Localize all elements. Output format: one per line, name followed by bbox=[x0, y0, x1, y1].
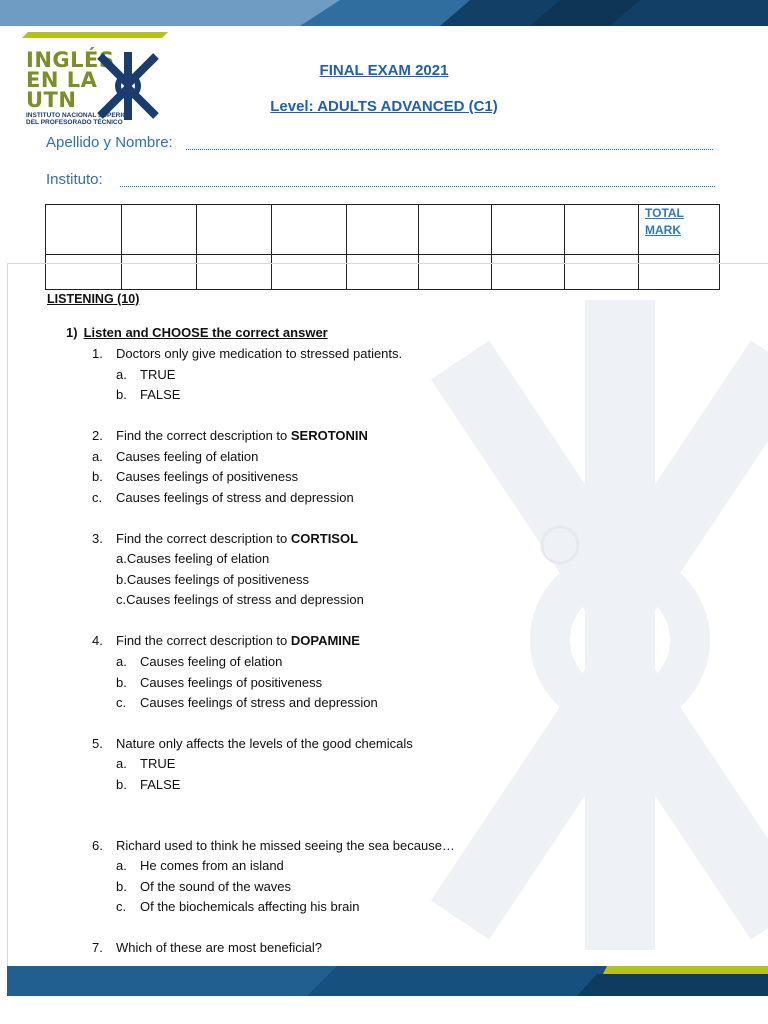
question-5-option-a[interactable]: a. TRUE bbox=[116, 756, 176, 771]
question-2-option-c[interactable]: c. Causes feelings of stress and depression bbox=[92, 490, 354, 505]
score-cell[interactable] bbox=[122, 255, 197, 290]
name-field-label: Apellido y Nombre: bbox=[46, 134, 173, 151]
total-score-cell[interactable] bbox=[639, 255, 720, 290]
part-number: 1) bbox=[66, 325, 78, 340]
mark-cell[interactable] bbox=[122, 205, 197, 255]
section-title: LISTENING (10) bbox=[47, 292, 140, 306]
question-3-option-b[interactable]: b.Causes feelings of positiveness bbox=[116, 572, 309, 587]
question-2-option-b[interactable]: b. Causes feelings of positiveness bbox=[92, 469, 299, 484]
question-6-option-a[interactable]: a. He comes from an island bbox=[116, 858, 284, 873]
score-cell[interactable] bbox=[347, 255, 419, 290]
question-5-option-b[interactable]: b. FALSE bbox=[116, 777, 181, 792]
question-1: 1. Doctors only give medication to stressed patients. bbox=[92, 346, 403, 361]
marks-table-score-row bbox=[46, 255, 720, 290]
question-3-option-a[interactable]: a.Causes feeling of elation bbox=[116, 551, 270, 566]
page-frame-top bbox=[7, 263, 768, 264]
question-1-option-b[interactable]: b. FALSE bbox=[116, 387, 181, 402]
marks-table bbox=[45, 204, 720, 290]
mark-cell[interactable] bbox=[347, 205, 419, 255]
logo-subtitle-2: DEL PROFESORADO TÉCNICO bbox=[26, 119, 123, 126]
score-cell[interactable] bbox=[492, 255, 565, 290]
question-3-option-c[interactable]: c.Causes feelings of stress and depression bbox=[116, 592, 364, 607]
total-label: TOTAL bbox=[645, 206, 684, 220]
mark-cell[interactable] bbox=[197, 205, 272, 255]
question-2: 2. Find the correct description to SEROTONIN bbox=[92, 428, 368, 443]
question-6-option-b[interactable]: b. Of the sound of the waves bbox=[116, 879, 292, 894]
total-mark-header bbox=[639, 205, 720, 255]
mark-cell[interactable] bbox=[419, 205, 492, 255]
exam-level: Level: ADULTS ADVANCED (C1) bbox=[270, 98, 498, 115]
mark-cell[interactable] bbox=[46, 205, 122, 255]
marks-table-header-row bbox=[46, 205, 720, 255]
institution-logo bbox=[22, 32, 172, 132]
mark-cell[interactable] bbox=[492, 205, 565, 255]
institute-field-line[interactable] bbox=[120, 186, 715, 187]
institute-field-label: Instituto: bbox=[46, 171, 103, 188]
logo-text-ingles: INGLÉS bbox=[26, 48, 115, 72]
question-4-option-a[interactable]: a. Causes feeling of elation bbox=[116, 654, 283, 669]
question-3: 3. Find the correct description to CORTISOL bbox=[92, 531, 359, 546]
part-heading bbox=[66, 325, 328, 340]
exam-title: FINAL EXAM 2021 bbox=[319, 62, 449, 79]
question-7: 7. Which of these are most beneficial? bbox=[92, 940, 322, 955]
question-5: 5. Nature only affects the levels of the good chemicals bbox=[92, 736, 413, 751]
name-field-line[interactable] bbox=[186, 149, 713, 150]
footer-band bbox=[7, 966, 768, 996]
question-6-option-c[interactable]: c. Of the biochemicals affecting his brain bbox=[116, 899, 360, 914]
question-1-option-a[interactable]: a. TRUE bbox=[116, 367, 176, 382]
mark-cell[interactable] bbox=[565, 205, 639, 255]
logo-text-utn: UTN bbox=[26, 88, 77, 112]
question-4-option-b[interactable]: b. Causes feelings of positiveness bbox=[116, 675, 323, 690]
score-cell[interactable] bbox=[46, 255, 122, 290]
mark-label: MARK bbox=[645, 223, 681, 237]
question-4: 4. Find the correct description to DOPAMINE bbox=[92, 633, 360, 648]
logo-text-en-la: EN LA bbox=[26, 68, 98, 92]
question-6: 6. Richard used to think he missed seeing the sea because… bbox=[92, 838, 455, 853]
score-cell[interactable] bbox=[197, 255, 272, 290]
score-cell[interactable] bbox=[419, 255, 492, 290]
header-band bbox=[0, 0, 768, 26]
mark-cell[interactable] bbox=[272, 205, 347, 255]
score-cell[interactable] bbox=[565, 255, 639, 290]
watermark-emblem-icon bbox=[420, 300, 768, 950]
score-cell[interactable] bbox=[272, 255, 347, 290]
page-frame-left bbox=[7, 263, 8, 966]
question-2-option-a[interactable]: a. Causes feeling of elation bbox=[92, 449, 259, 464]
part-instruction: Listen and CHOOSE the correct answer bbox=[83, 325, 328, 340]
logo-subtitle-1: INSTITUTO NACIONAL SUPERIOR bbox=[26, 112, 132, 119]
question-4-option-c[interactable]: c. Causes feelings of stress and depression bbox=[116, 695, 378, 710]
